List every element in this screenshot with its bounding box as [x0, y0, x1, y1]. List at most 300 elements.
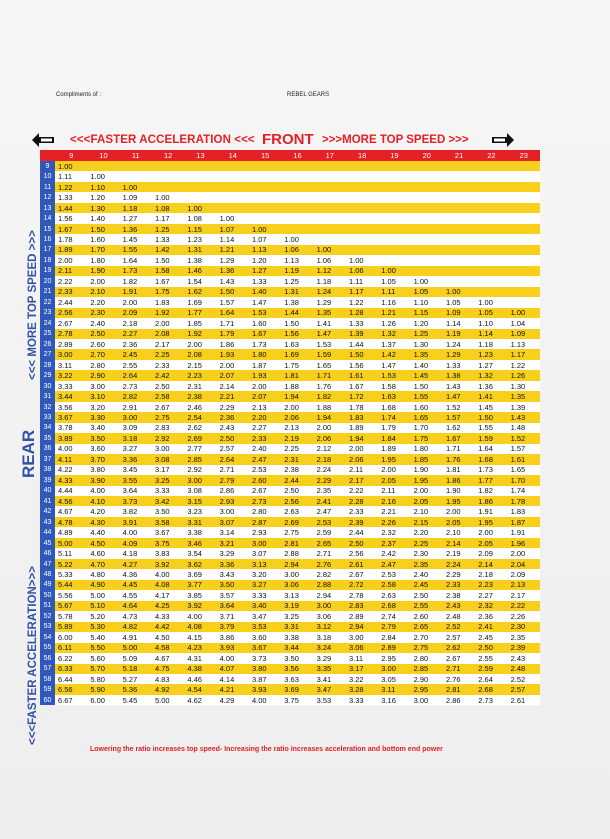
ratio-cell: 2.00 [217, 360, 249, 370]
ratio-cell: 1.19 [443, 329, 475, 339]
ratio-cell: 4.17 [152, 590, 184, 600]
ratio-cell: 3.67 [249, 643, 281, 653]
ratio-cell: 3.13 [249, 559, 281, 569]
ratio-cell: 1.20 [87, 192, 119, 202]
front-teeth-header: 18 [346, 150, 378, 161]
ratio-cell: 1.22 [508, 360, 540, 370]
ratio-cell: 4.62 [184, 695, 216, 705]
table-row [40, 569, 540, 579]
ratio-cell: 1.11 [346, 276, 378, 286]
ratio-cell: 2.77 [184, 444, 216, 454]
ratio-cell [508, 287, 540, 297]
ratio-cell: 2.67 [249, 486, 281, 496]
ratio-cell: 2.00 [249, 381, 281, 391]
ratio-cell: 3.25 [281, 611, 313, 621]
ratio-cell [87, 161, 119, 171]
rear-teeth-label: 32 [40, 402, 55, 412]
rear-teeth-label: 52 [40, 611, 55, 621]
ratio-cell: 3.73 [120, 496, 152, 506]
ratio-cell [475, 203, 507, 213]
ratio-cell: 4.82 [120, 622, 152, 632]
ratio-cell: 1.29 [217, 255, 249, 265]
ratio-cell: 1.42 [378, 349, 410, 359]
ratio-cell: 1.47 [314, 329, 346, 339]
rear-teeth-label: 28 [40, 360, 55, 370]
ratio-cell: 2.64 [120, 370, 152, 380]
table-row [40, 433, 540, 443]
ratio-cell [346, 245, 378, 255]
ratio-cell: 1.84 [378, 433, 410, 443]
table-row [40, 402, 540, 412]
ratio-cell: 1.32 [378, 329, 410, 339]
table-row [40, 622, 540, 632]
ratio-cell: 5.60 [87, 653, 119, 663]
ratio-cell: 1.50 [411, 381, 443, 391]
ratio-cell: 2.50 [475, 643, 507, 653]
ratio-cell [314, 182, 346, 192]
ratio-cell: 4.67 [55, 506, 87, 516]
ratio-cell [508, 171, 540, 181]
table-row [40, 454, 540, 464]
ratio-cell: 2.58 [152, 391, 184, 401]
ratio-cell: 2.20 [87, 297, 119, 307]
ratio-cell: 1.10 [411, 297, 443, 307]
ratio-cell [475, 192, 507, 202]
table-row [40, 412, 540, 422]
ratio-cell: 2.20 [411, 527, 443, 537]
ratio-cell: 1.56 [55, 213, 87, 223]
ratio-cell: 1.71 [217, 318, 249, 328]
ratio-cell: 5.30 [87, 622, 119, 632]
ratio-cell: 3.08 [184, 486, 216, 496]
ratio-cell: 2.53 [378, 569, 410, 579]
ratio-cell: 1.76 [314, 381, 346, 391]
ratio-cell: 2.45 [411, 580, 443, 590]
ratio-cell: 4.30 [87, 517, 119, 527]
ratio-cell [475, 266, 507, 276]
ratio-cell [217, 182, 249, 192]
ratio-cell [508, 203, 540, 213]
ratio-cell: 4.56 [55, 496, 87, 506]
ratio-cell: 6.56 [55, 684, 87, 694]
ratio-cell: 1.44 [346, 339, 378, 349]
ratio-cell: 2.85 [411, 664, 443, 674]
table-row [40, 580, 540, 590]
ratio-cell: 1.23 [184, 234, 216, 244]
ratio-cell: 2.58 [378, 580, 410, 590]
ratio-cell: 4.80 [87, 569, 119, 579]
ratio-cell: 2.73 [475, 695, 507, 705]
ratio-cell: 1.07 [217, 224, 249, 234]
ratio-cell: 1.58 [378, 381, 410, 391]
ratio-cell: 1.78 [346, 402, 378, 412]
ratio-cell [378, 234, 410, 244]
ratio-cell [475, 234, 507, 244]
ratio-cell: 2.38 [281, 465, 313, 475]
ratio-cell: 2.48 [508, 664, 540, 674]
ratio-cell: 4.50 [152, 632, 184, 642]
ratio-cell [508, 266, 540, 276]
ratio-cell: 3.05 [378, 674, 410, 684]
ratio-cell: 6.00 [87, 695, 119, 705]
ratio-cell: 3.00 [55, 349, 87, 359]
ratio-cell: 1.81 [443, 465, 475, 475]
ratio-cell: 2.42 [152, 370, 184, 380]
table-row [40, 192, 540, 202]
ratio-cell: 3.46 [184, 538, 216, 548]
front-teeth-header: 21 [443, 150, 475, 161]
ratio-cell [217, 171, 249, 181]
ratio-cell: 1.41 [475, 391, 507, 401]
ratio-cell: 3.69 [184, 569, 216, 579]
ratio-cell [314, 213, 346, 223]
ratio-cell: 1.65 [411, 412, 443, 422]
ratio-cell: 1.30 [87, 203, 119, 213]
ratio-cell: 3.19 [281, 601, 313, 611]
ratio-cell: 1.95 [411, 475, 443, 485]
ratio-cell: 1.60 [411, 402, 443, 412]
ratio-cell: 3.08 [152, 454, 184, 464]
ratio-cell: 2.33 [249, 433, 281, 443]
ratio-cell: 1.20 [249, 255, 281, 265]
ratio-cell: 5.45 [120, 695, 152, 705]
ratio-cell: 2.81 [443, 684, 475, 694]
ratio-cell: 4.00 [152, 569, 184, 579]
ratio-cell: 1.75 [152, 287, 184, 297]
ratio-cell: 2.45 [475, 632, 507, 642]
ratio-cell: 2.53 [249, 465, 281, 475]
ratio-cell: 3.23 [184, 506, 216, 516]
ratio-cell: 1.11 [378, 287, 410, 297]
ratio-cell [378, 255, 410, 265]
ratio-cell: 2.32 [378, 527, 410, 537]
front-teeth-header: 17 [314, 150, 346, 161]
ratio-cell [443, 192, 475, 202]
table-row [40, 234, 540, 244]
ratio-cell: 3.67 [152, 527, 184, 537]
table-row [40, 465, 540, 475]
ratio-cell: 1.62 [184, 287, 216, 297]
ratio-cell: 3.06 [314, 611, 346, 621]
ratio-cell: 2.57 [217, 444, 249, 454]
ratio-cell: 2.90 [411, 674, 443, 684]
ratio-cell: 2.00 [314, 423, 346, 433]
ratio-cell [314, 192, 346, 202]
ratio-cell: 1.05 [411, 287, 443, 297]
ratio-cell [508, 182, 540, 192]
ratio-cell: 2.27 [475, 590, 507, 600]
ratio-cell: 2.50 [217, 433, 249, 443]
ratio-cell: 1.71 [443, 444, 475, 454]
ratio-cell: 2.08 [152, 329, 184, 339]
ratio-cell [184, 182, 216, 192]
rear-label: REAR [19, 429, 38, 478]
ratio-cell: 2.59 [314, 527, 346, 537]
ratio-cell: 2.83 [152, 423, 184, 433]
ratio-cell: 2.09 [120, 308, 152, 318]
ratio-cell: 1.06 [281, 245, 313, 255]
ratio-cell: 1.00 [120, 182, 152, 192]
ratio-cell: 4.70 [87, 559, 119, 569]
front-teeth-header: 20 [411, 150, 443, 161]
ratio-cell: 2.56 [55, 308, 87, 318]
rear-teeth-label: 11 [40, 182, 55, 192]
ratio-cell: 3.41 [314, 674, 346, 684]
ratio-cell: 1.05 [378, 276, 410, 286]
ratio-cell: 2.83 [346, 601, 378, 611]
ratio-cell: 4.00 [55, 444, 87, 454]
ratio-cell: 3.62 [184, 559, 216, 569]
ratio-cell: 1.47 [249, 297, 281, 307]
ratio-cell: 3.54 [184, 548, 216, 558]
rear-teeth-label: 49 [40, 580, 55, 590]
table-row [40, 360, 540, 370]
ratio-cell: 3.55 [120, 475, 152, 485]
ratio-cell: 2.05 [378, 475, 410, 485]
rear-teeth-label: 43 [40, 517, 55, 527]
footer-note: Lowering the ratio increases top speed- Increasing the ratio increases acceleration and bottom end power [90, 746, 443, 753]
ratio-cell [152, 182, 184, 192]
ratio-cell: 2.41 [475, 622, 507, 632]
ratio-cell: 2.93 [217, 496, 249, 506]
ratio-cell [184, 161, 216, 171]
ratio-cell: 2.76 [314, 559, 346, 569]
ratio-cell: 1.50 [87, 224, 119, 234]
ratio-cell: 4.23 [184, 643, 216, 653]
ratio-cell [346, 182, 378, 192]
rear-teeth-label: 46 [40, 548, 55, 558]
ratio-cell: 2.84 [378, 632, 410, 642]
ratio-cell: 3.64 [120, 486, 152, 496]
ratio-cell: 4.83 [152, 674, 184, 684]
ratio-cell: 1.18 [120, 203, 152, 213]
ratio-cell: 1.58 [152, 266, 184, 276]
ratio-cell: 1.89 [378, 444, 410, 454]
ratio-cell: 2.50 [411, 590, 443, 600]
ratio-cell: 3.11 [346, 653, 378, 663]
ratio-cell: 2.00 [475, 527, 507, 537]
ratio-cell: 3.60 [249, 632, 281, 642]
ratio-cell: 1.77 [475, 475, 507, 485]
ratio-cell [508, 245, 540, 255]
ratio-cell: 1.33 [55, 192, 87, 202]
ratio-cell: 2.32 [475, 601, 507, 611]
ratio-cell [378, 224, 410, 234]
ratio-cell [475, 245, 507, 255]
ratio-cell: 2.00 [443, 506, 475, 516]
ratio-cell: 1.25 [411, 329, 443, 339]
ratio-cell: 2.06 [281, 412, 313, 422]
rear-teeth-label: 13 [40, 203, 55, 213]
ratio-cell: 3.38 [184, 527, 216, 537]
table-row [40, 559, 540, 569]
ratio-cell: 2.28 [346, 496, 378, 506]
ratio-cell: 4.00 [87, 486, 119, 496]
front-label: FRONT [262, 131, 314, 148]
ratio-cell: 4.29 [217, 695, 249, 705]
ratio-cell [281, 213, 313, 223]
ratio-cell: 1.86 [217, 339, 249, 349]
ratio-cell [443, 161, 475, 171]
ratio-cell: 1.04 [508, 318, 540, 328]
ratio-cell [346, 171, 378, 181]
ratio-cell [411, 245, 443, 255]
ratio-cell: 2.57 [443, 632, 475, 642]
rear-teeth-label: 39 [40, 475, 55, 485]
ratio-cell: 1.00 [411, 276, 443, 286]
ratio-cell: 3.00 [120, 412, 152, 422]
ratio-cell: 1.00 [55, 161, 87, 171]
ratio-cell: 3.86 [217, 632, 249, 642]
ratio-cell: 2.65 [314, 538, 346, 548]
ratio-cell: 1.59 [475, 433, 507, 443]
ratio-cell: 2.59 [475, 664, 507, 674]
ratio-cell: 4.09 [120, 538, 152, 548]
ratio-cell: 1.05 [443, 297, 475, 307]
ratio-cell: 2.95 [378, 653, 410, 663]
ratio-cell: 2.42 [378, 548, 410, 558]
table-row [40, 423, 540, 433]
ratio-cell: 2.31 [184, 381, 216, 391]
ratio-cell: 1.25 [281, 276, 313, 286]
ratio-cell: 2.69 [184, 433, 216, 443]
ratio-cell: 2.14 [475, 559, 507, 569]
ratio-cell: 1.53 [249, 308, 281, 318]
ratio-cell: 2.43 [443, 601, 475, 611]
ratio-cell: 4.64 [120, 601, 152, 611]
ratio-cell: 4.20 [87, 506, 119, 516]
rear-teeth-label: 53 [40, 622, 55, 632]
ratio-cell: 3.92 [152, 559, 184, 569]
ratio-cell [411, 224, 443, 234]
ratio-cell: 2.55 [120, 360, 152, 370]
ratio-cell: 3.91 [120, 517, 152, 527]
ratio-cell: 3.17 [152, 465, 184, 475]
ratio-cell: 5.40 [87, 632, 119, 642]
ratio-cell: 3.47 [314, 684, 346, 694]
ratio-cell: 3.20 [87, 402, 119, 412]
table-row [40, 297, 540, 307]
ratio-cell: 3.56 [55, 402, 87, 412]
ratio-cell: 1.35 [411, 349, 443, 359]
ratio-cell: 1.68 [378, 402, 410, 412]
ratio-cell [249, 161, 281, 171]
ratio-cell: 4.00 [217, 653, 249, 663]
ratio-cell: 1.00 [346, 255, 378, 265]
table-body [40, 161, 540, 705]
ratio-cell: 5.22 [55, 559, 87, 569]
ratio-cell: 2.40 [87, 318, 119, 328]
table-row [40, 643, 540, 653]
ratio-cell: 2.11 [55, 266, 87, 276]
ratio-cell: 1.74 [378, 412, 410, 422]
ratio-cell: 2.50 [87, 329, 119, 339]
ratio-cell: 1.67 [152, 276, 184, 286]
ratio-cell [314, 203, 346, 213]
rear-teeth-label: 41 [40, 496, 55, 506]
ratio-cell: 1.09 [443, 308, 475, 318]
ratio-cell: 4.38 [184, 664, 216, 674]
ratio-cell: 5.70 [87, 664, 119, 674]
rear-teeth-label: 30 [40, 381, 55, 391]
ratio-cell: 1.21 [378, 308, 410, 318]
rear-teeth-label: 38 [40, 465, 55, 475]
ratio-cell: 2.00 [87, 276, 119, 286]
ratio-cell: 1.28 [346, 308, 378, 318]
ratio-cell [475, 287, 507, 297]
ratio-cell [508, 255, 540, 265]
ratio-cell: 2.52 [508, 674, 540, 684]
ratio-cell: 1.89 [55, 245, 87, 255]
ratio-cell: 1.85 [184, 318, 216, 328]
ratio-cell: 1.33 [346, 318, 378, 328]
ratio-cell: 1.09 [120, 192, 152, 202]
ratio-cell: 2.13 [249, 402, 281, 412]
ratio-cell: 2.80 [249, 506, 281, 516]
ratio-cell [217, 161, 249, 171]
ratio-cell: 3.50 [87, 433, 119, 443]
ratio-cell: 3.28 [346, 684, 378, 694]
table-row [40, 527, 540, 537]
table-row [40, 276, 540, 286]
ratio-cell: 1.88 [314, 402, 346, 412]
ratio-cell: 2.57 [508, 684, 540, 694]
ratio-cell: 3.22 [55, 370, 87, 380]
ratio-cell: 1.64 [120, 255, 152, 265]
ratio-cell: 1.27 [249, 266, 281, 276]
ratio-cell: 3.36 [217, 559, 249, 569]
ratio-cell: 1.53 [378, 370, 410, 380]
ratio-cell: 2.47 [378, 559, 410, 569]
ratio-cell: 1.21 [217, 245, 249, 255]
ratio-cell: 1.95 [475, 517, 507, 527]
ratio-cell: 1.65 [314, 360, 346, 370]
ratio-cell: 3.53 [314, 695, 346, 705]
ratio-cell: 4.25 [152, 601, 184, 611]
ratio-cell: 2.33 [443, 580, 475, 590]
ratio-cell: 2.44 [281, 475, 313, 485]
ratio-cell: 1.91 [120, 287, 152, 297]
rear-teeth-label: 42 [40, 506, 55, 516]
ratio-cell: 2.29 [443, 569, 475, 579]
ratio-cell [443, 213, 475, 223]
rear-teeth-label: 37 [40, 454, 55, 464]
ratio-cell [249, 203, 281, 213]
ratio-cell: 3.80 [87, 465, 119, 475]
ratio-cell [508, 224, 540, 234]
ratio-cell: 1.45 [475, 402, 507, 412]
ratio-cell: 2.62 [184, 423, 216, 433]
ratio-cell: 2.06 [314, 433, 346, 443]
ratio-cell: 3.75 [152, 538, 184, 548]
ratio-cell: 2.36 [217, 412, 249, 422]
table-row [40, 182, 540, 192]
table-row [40, 538, 540, 548]
ratio-cell: 1.73 [475, 465, 507, 475]
ratio-cell: 1.00 [378, 266, 410, 276]
ratio-cell: 3.70 [87, 454, 119, 464]
front-teeth-header: 22 [475, 150, 507, 161]
ratio-cell: 1.00 [184, 203, 216, 213]
ratio-cell [346, 192, 378, 202]
ratio-cell: 1.15 [411, 308, 443, 318]
ratio-cell: 2.36 [120, 339, 152, 349]
ratio-cell [346, 161, 378, 171]
ratio-cell: 3.44 [281, 643, 313, 653]
ratio-cell: 2.36 [475, 611, 507, 621]
ratio-cell [443, 245, 475, 255]
ratio-cell: 1.41 [314, 318, 346, 328]
